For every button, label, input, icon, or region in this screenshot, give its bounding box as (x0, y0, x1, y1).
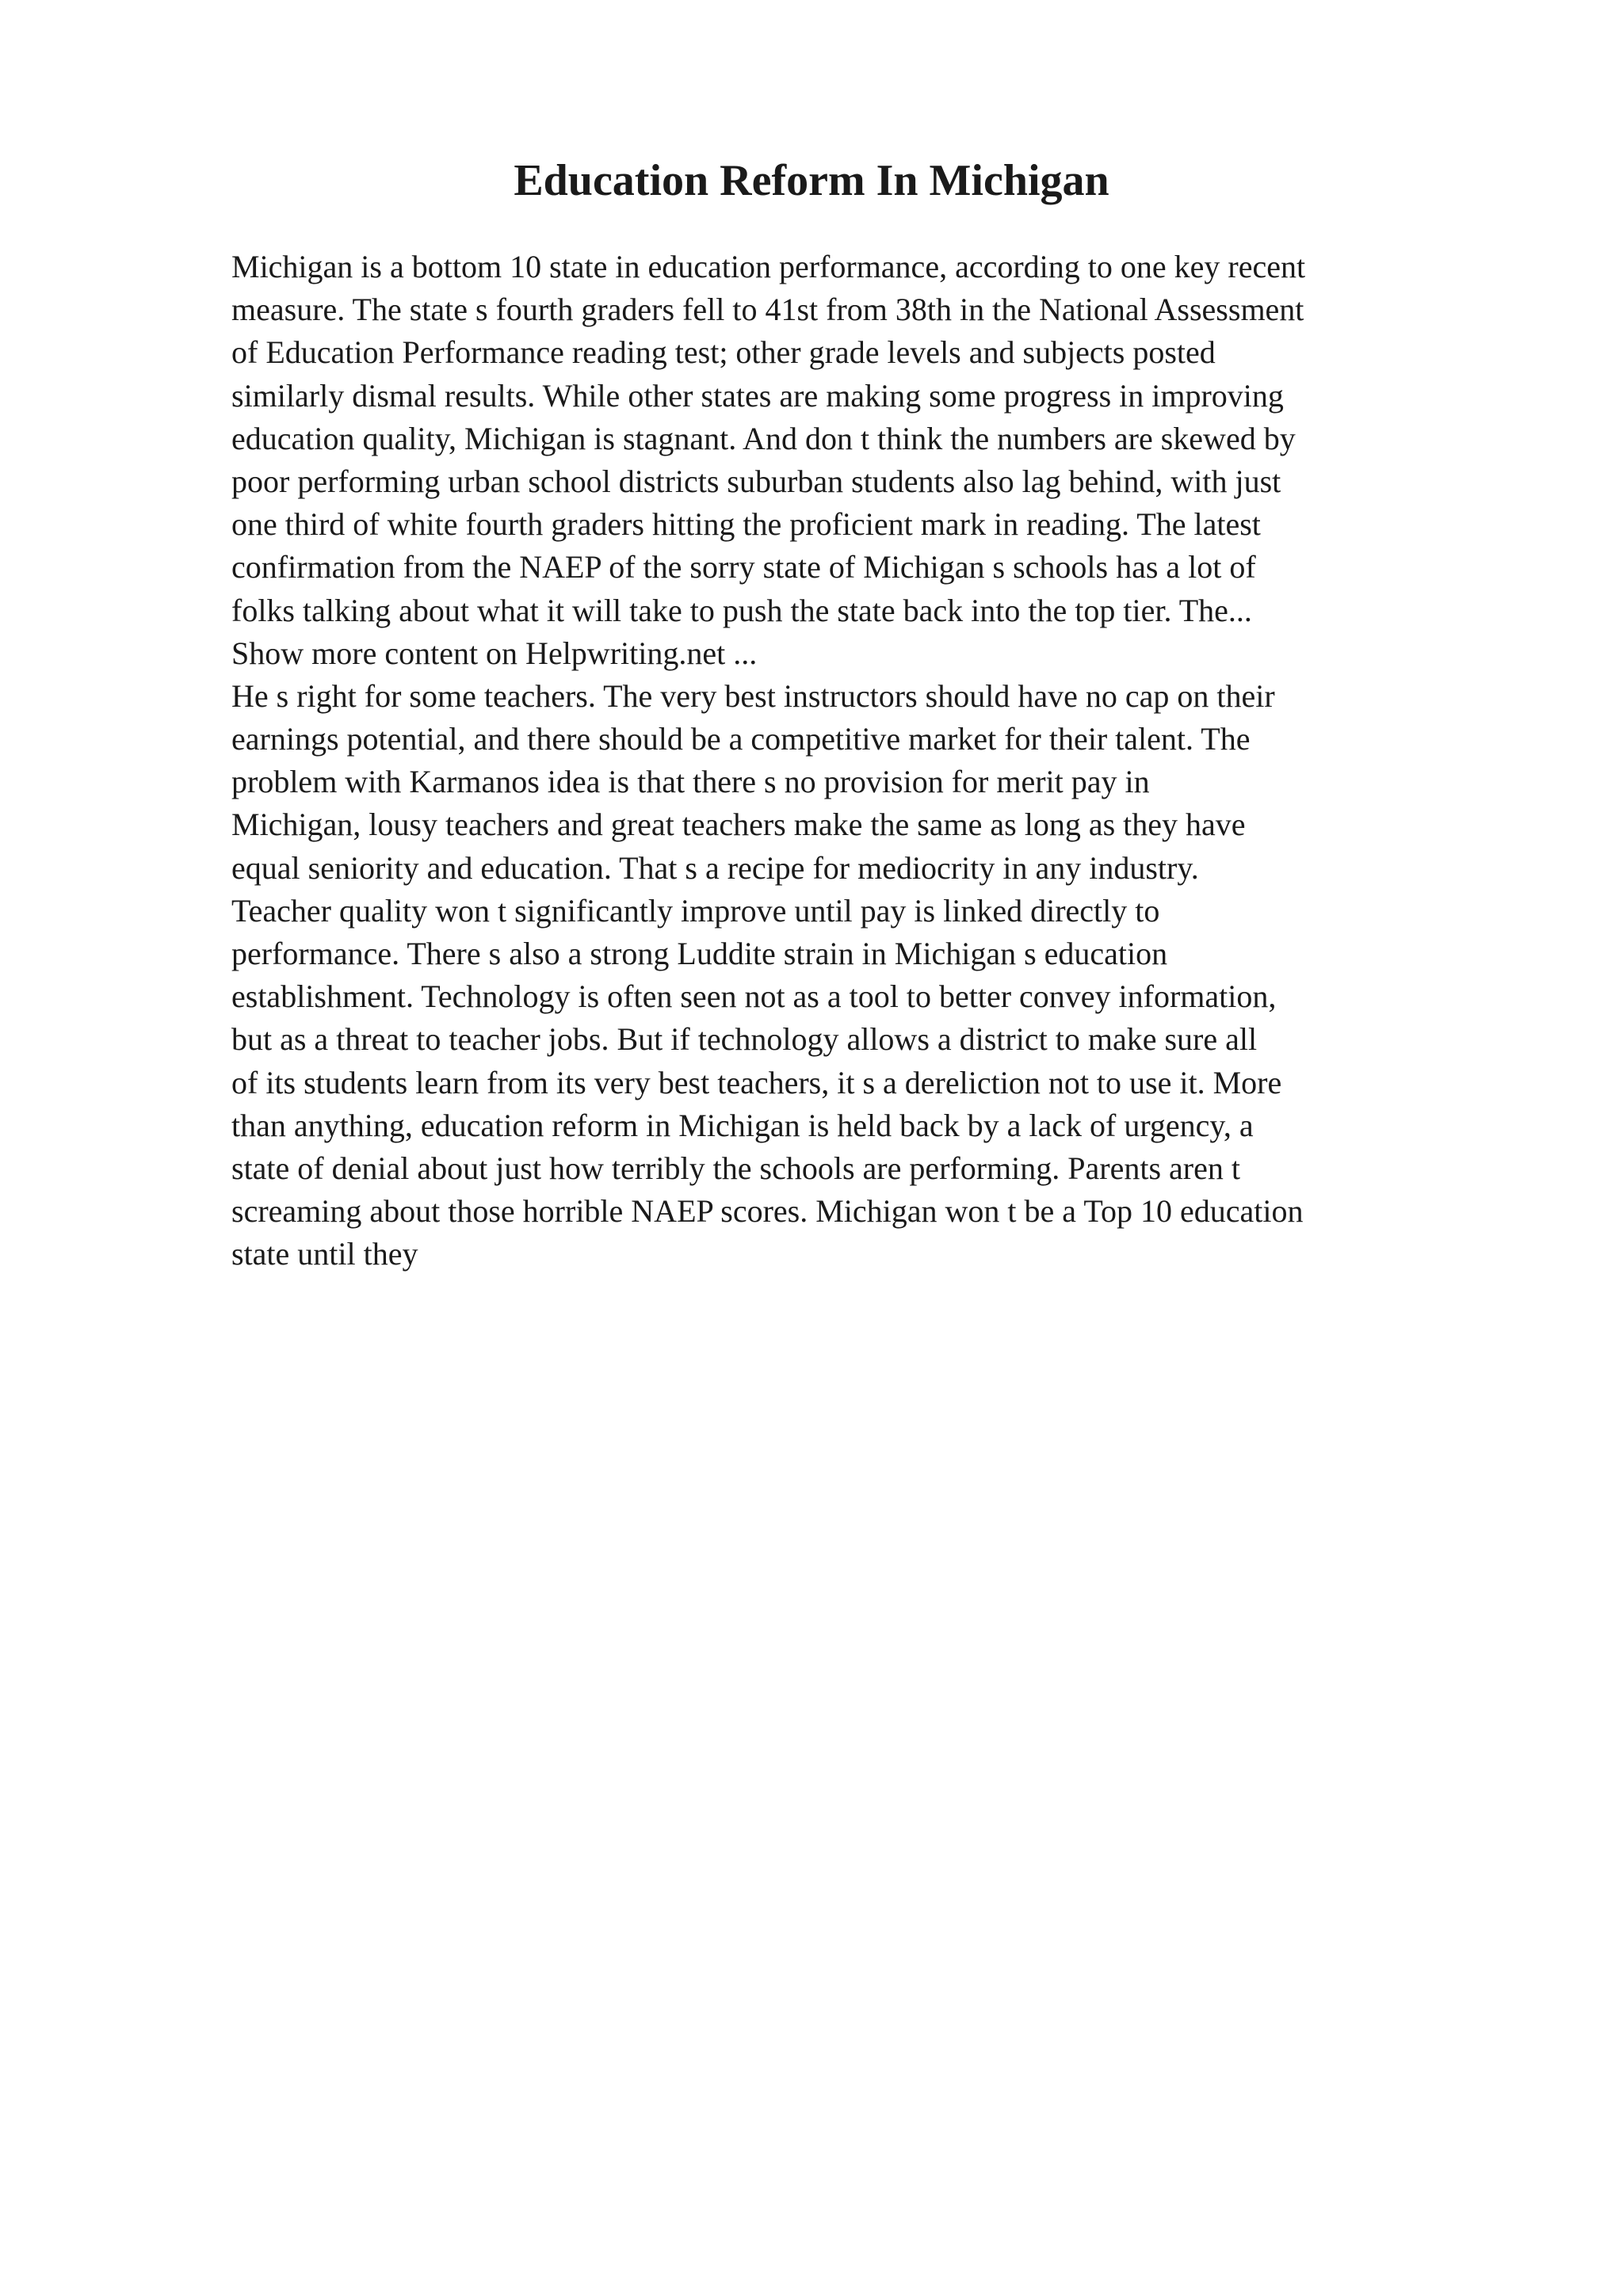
body-line: one third of white fourth graders hitting the proficient mark in reading. The latest (231, 506, 1261, 543)
body-line: poor performing urban school districts suburban students also lag behind, with just (231, 463, 1281, 499)
body-line: similarly dismal results. While other states are making some progress in improving (231, 377, 1284, 414)
body-line: establishment. Technology is often seen not as a tool to better convey information, (231, 978, 1277, 1015)
body-line: screaming about those horrible NAEP scores. Michigan won t be a Top 10 education (231, 1193, 1304, 1230)
body-line: of its students learn from its very best teachers, it s a dereliction not to use it. More (231, 1064, 1282, 1100)
body-line: confirmation from the NAEP of the sorry state of Michigan s schools has a lot of (231, 549, 1256, 585)
document-title: Education Reform In Michigan (514, 156, 1109, 205)
body-line: earnings potential, and there should be a competitive market for their talent. The (231, 721, 1251, 757)
body-line: state of denial about just how terribly the schools are performing. Parents aren t (231, 1150, 1240, 1186)
body-line: of Education Performance reading test; other grade levels and subjects posted (231, 334, 1216, 371)
body-line: He s right for some teachers. The very best instructors should have no cap on their (231, 677, 1275, 714)
body-line: Teacher quality won t significantly improve until pay is linked directly to (231, 892, 1160, 929)
body-line: but as a threat to teacher jobs. But if technology allows a district to make sure all (231, 1021, 1258, 1058)
document-body (231, 246, 1499, 1276)
body-line: Michigan, lousy teachers and great teachers make the same as long as they have (231, 807, 1246, 843)
body-line: Michigan is a bottom 10 state in education performance, according to one key recent (231, 249, 1306, 284)
body-line: equal seniority and education. That s a recipe for mediocrity in any industry. (231, 849, 1199, 886)
body-line: measure. The state s fourth graders fell to 41st from 38th in the National Assessment (231, 292, 1304, 328)
show-more-link[interactable]: Show more content on Helpwriting.net ... (231, 635, 758, 671)
body-line: than anything, education reform in Michigan is held back by a lack of urgency, a (231, 1107, 1254, 1143)
body-line: problem with Karmanos idea is that there s no provision for merit pay in (231, 764, 1150, 800)
body-line: education quality, Michigan is stagnant. And don t think the numbers are skewed by (231, 420, 1296, 456)
body-line: performance. There s also a strong Luddite strain in Michigan s education (231, 936, 1168, 971)
body-line: folks talking about what it will take to push the state back into the top tier. The... (231, 592, 1252, 628)
body-line: state until they (231, 1236, 418, 1272)
